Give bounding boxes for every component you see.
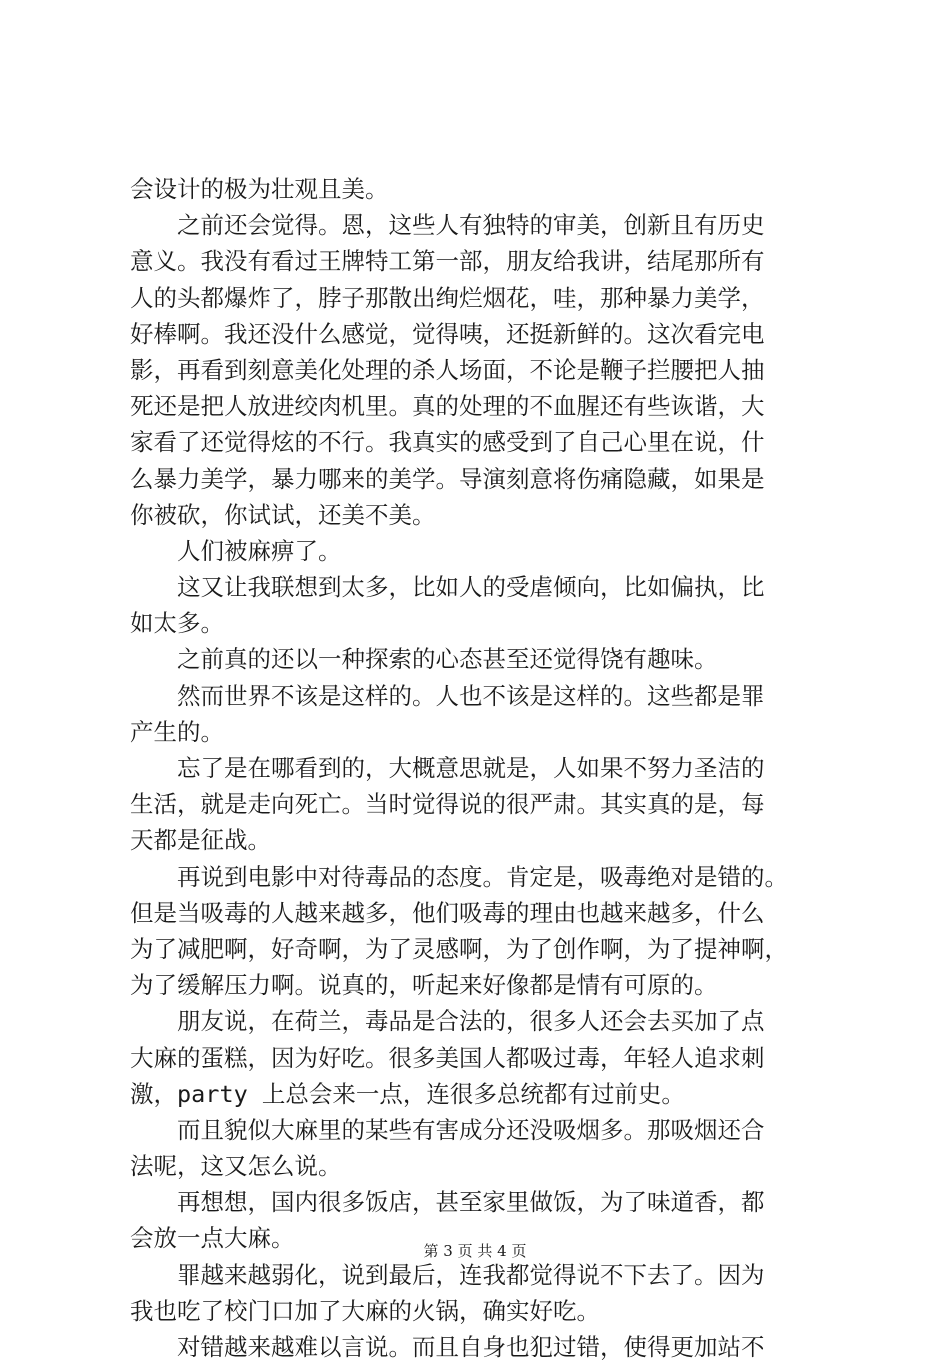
text-line: 对错越来越难以言说。而且自身也犯过错，使得更加站不	[130, 1333, 765, 1361]
text-line: 死还是把人放进绞肉机里。真的处理的不血腥还有些诙谐，大	[130, 392, 765, 421]
text-line: 人的头都爆炸了，脖子那散出绚烂烟花，哇，那种暴力美学，	[130, 283, 765, 312]
text-line: 忘了是在哪看到的，大概意思就是，人如果不努力圣洁的	[130, 754, 765, 782]
text-line: 产生的。	[130, 717, 224, 746]
text-line: 我也吃了校门口加了大麻的火锅，确实好吃。	[130, 1296, 600, 1325]
text-line: 这又让我联想到太多，比如人的受虐倾向，比如偏执，比	[130, 573, 765, 602]
text-line: 再想想，国内很多饭店，甚至家里做饭，为了味道香，都	[130, 1188, 765, 1217]
text-line: 之前真的还以一种探索的心态甚至还觉得饶有趣味。	[130, 645, 718, 674]
text-line: 然而世界不该是这样的。人也不该是这样的。这些都是罪	[130, 681, 765, 710]
text-line: 影，再看到刻意美化处理的杀人场面，不论是鞭子拦腰把人抽	[130, 355, 765, 384]
text-line: 如太多。	[130, 609, 224, 638]
text-line: 意义。我没有看过王牌特工第一部，朋友给我讲，结尾那所有	[130, 247, 765, 276]
text-line: 但是当吸毒的人越来越多，他们吸毒的理由也越来越多，什么	[130, 898, 765, 927]
text-line: 大麻的蛋糕，因为好吃。很多美国人都吸过毒，年轻人追求刺	[130, 1043, 765, 1072]
text-line: 为了减肥啊，好奇啊，为了灵感啊，为了创作啊，为了提神啊，	[130, 934, 788, 963]
text-line: 会设计的极为壮观且美。	[130, 175, 389, 203]
text-line: 而且貌似大麻里的某些有害成分还没吸烟多。那吸烟还合	[130, 1115, 765, 1144]
page-footer: 第 3 页 共 4 页	[423, 1242, 527, 1260]
text-line: 么暴力美学，暴力哪来的美学。导演刻意将伤痛隐藏，如果是	[130, 464, 765, 493]
text-line: 你被砍，你试试，还美不美。	[130, 500, 436, 529]
text-line: 罪越来越弱化，说到最后，连我都觉得说不下去了。因为	[130, 1260, 765, 1289]
text-line: 好棒啊。我还没什么感觉，觉得咦，还挺新鲜的。这次看完电	[130, 319, 765, 348]
text-line: 生活，就是走向死亡。当时觉得说的很严肃。其实真的是，每	[130, 790, 765, 819]
text-line: 法呢，这又怎么说。	[130, 1152, 342, 1181]
text-line: 家看了还觉得炫的不行。我真实的感受到了自己心里在说，什	[130, 428, 765, 457]
text-line: 会放一点大麻。	[130, 1224, 295, 1253]
text-line: 朋友说，在荷兰，毒品是合法的，很多人还会去买加了点	[130, 1007, 765, 1036]
text-line: 激，party 上总会来一点，连很多总统都有过前史。	[130, 1079, 685, 1108]
document-body	[130, 171, 840, 1365]
text-line: 人们被麻痹了。	[130, 536, 342, 565]
text-line: 之前还会觉得。恩，这些人有独特的审美，创新且有历史	[130, 211, 765, 240]
text-line: 天都是征战。	[130, 826, 271, 855]
text-line: 为了缓解压力啊。说真的，听起来好像都是情有可原的。	[130, 971, 718, 1000]
text-line: 再说到电影中对待毒品的态度。肯定是，吸毒绝对是错的。	[130, 862, 788, 891]
